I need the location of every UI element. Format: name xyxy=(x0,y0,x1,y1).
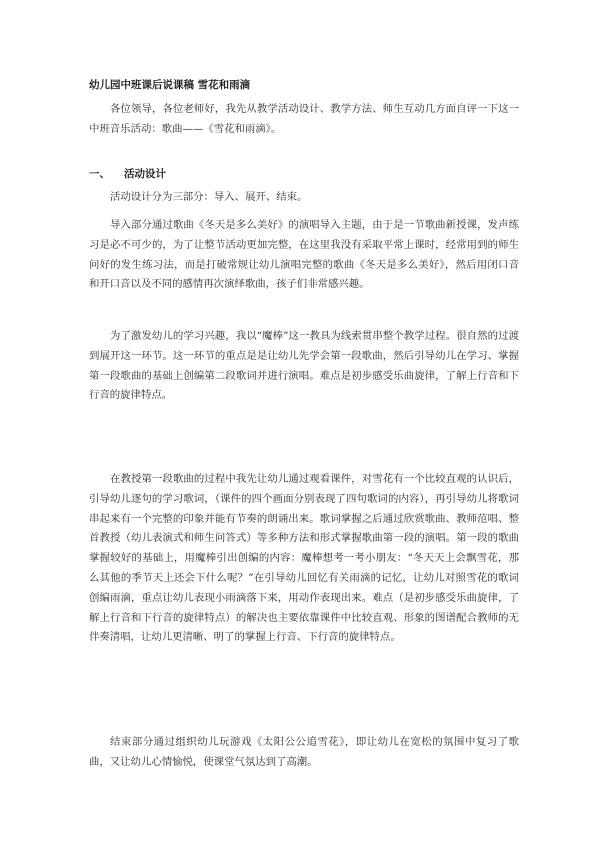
paragraph-3: 为了激发幼儿的学习兴趣，我以“魔棒”这一教具为线索贯串整个教学过程。很自然的过渡到展开这一环节。这一环节的重点是是让幼儿先学会第一段歌曲，然后引导幼儿在学习、掌握第一段歌曲的基础上创编第二段歌词并进行演唱。难点是初步感受乐曲旋律，了解上行音和下行音的旋律特点。 xyxy=(89,330,519,402)
paragraph-4: 在教授第一段歌曲的过程中我先让幼儿通过观看课件，对雪花有一个比较直观的认识后，引导幼儿逐句的学习歌词，（课件的四个画面分别表现了四句歌词的内容），再引导幼儿将歌词串起来有一个完整的印象并能有节奏的朗诵出来。歌词掌握之后通过欣赏歌曲、教师范唱、整首教授（幼儿表演式和师生问答式）等多种方法和形式掌握歌曲第一段的演唱。第一段的歌曲掌握较好的基础上，用魔棒引出创编的内容：魔棒想考一考小朋友：“冬天天上会飘雪花，那么其他的季节天上还会下什么呢？”在引导幼儿回忆有关雨滴的记忆，让幼儿对照雪花的歌词创编雨滴，重点让幼儿表现小雨滴落下来，用动作表现出来。难点（是初步感受乐曲旋律，了解上行音和下行音的旋律特点）的解决也主要依靠课件中比较直观、形象的图谱配合教师的无伴奏清唱，让幼儿更清晰、明了的掌握上行音、下行音的旋律特点。 xyxy=(89,473,519,644)
paragraph-1: 活动设计分为三部分：导入、展开、结束。 xyxy=(110,191,308,203)
section-heading xyxy=(89,166,166,181)
section-heading-text: 活动设计 xyxy=(124,168,166,180)
section-number: 一、 xyxy=(89,168,110,180)
intro-paragraph: 各位领导，各位老师好，我先从教学活动设计、教学方法、师生互动几方面自评一下这一中班音乐活动：歌曲——《雪花和雨滴》。 xyxy=(89,103,519,135)
paragraph-2: 导入部分通过歌曲《冬天是多么美好》的演唱导入主题，由于是一节歌曲新授课，发声练习是必不可少的，为了让整节活动更加完整，在这里我没有采取平常上课时，经常用到的师生问好的发生练习法，而是打破常规让幼儿演唱完整的歌曲《冬天是多么美好》，然后用闭口音和开口音以及不同的感情再次演绎歌曲，孩子们非常感兴趣。 xyxy=(89,219,519,291)
document-title: 幼儿园中班课后说课稿 雪花和雨滴 xyxy=(89,79,251,91)
paragraph-5: 结束部分通过组织幼儿玩游戏《太阳公公追雪花》，即让幼儿在宽松的氛围中复习了歌曲，又让幼儿心情愉悦，使课堂气氛达到了高潮。 xyxy=(89,736,519,768)
